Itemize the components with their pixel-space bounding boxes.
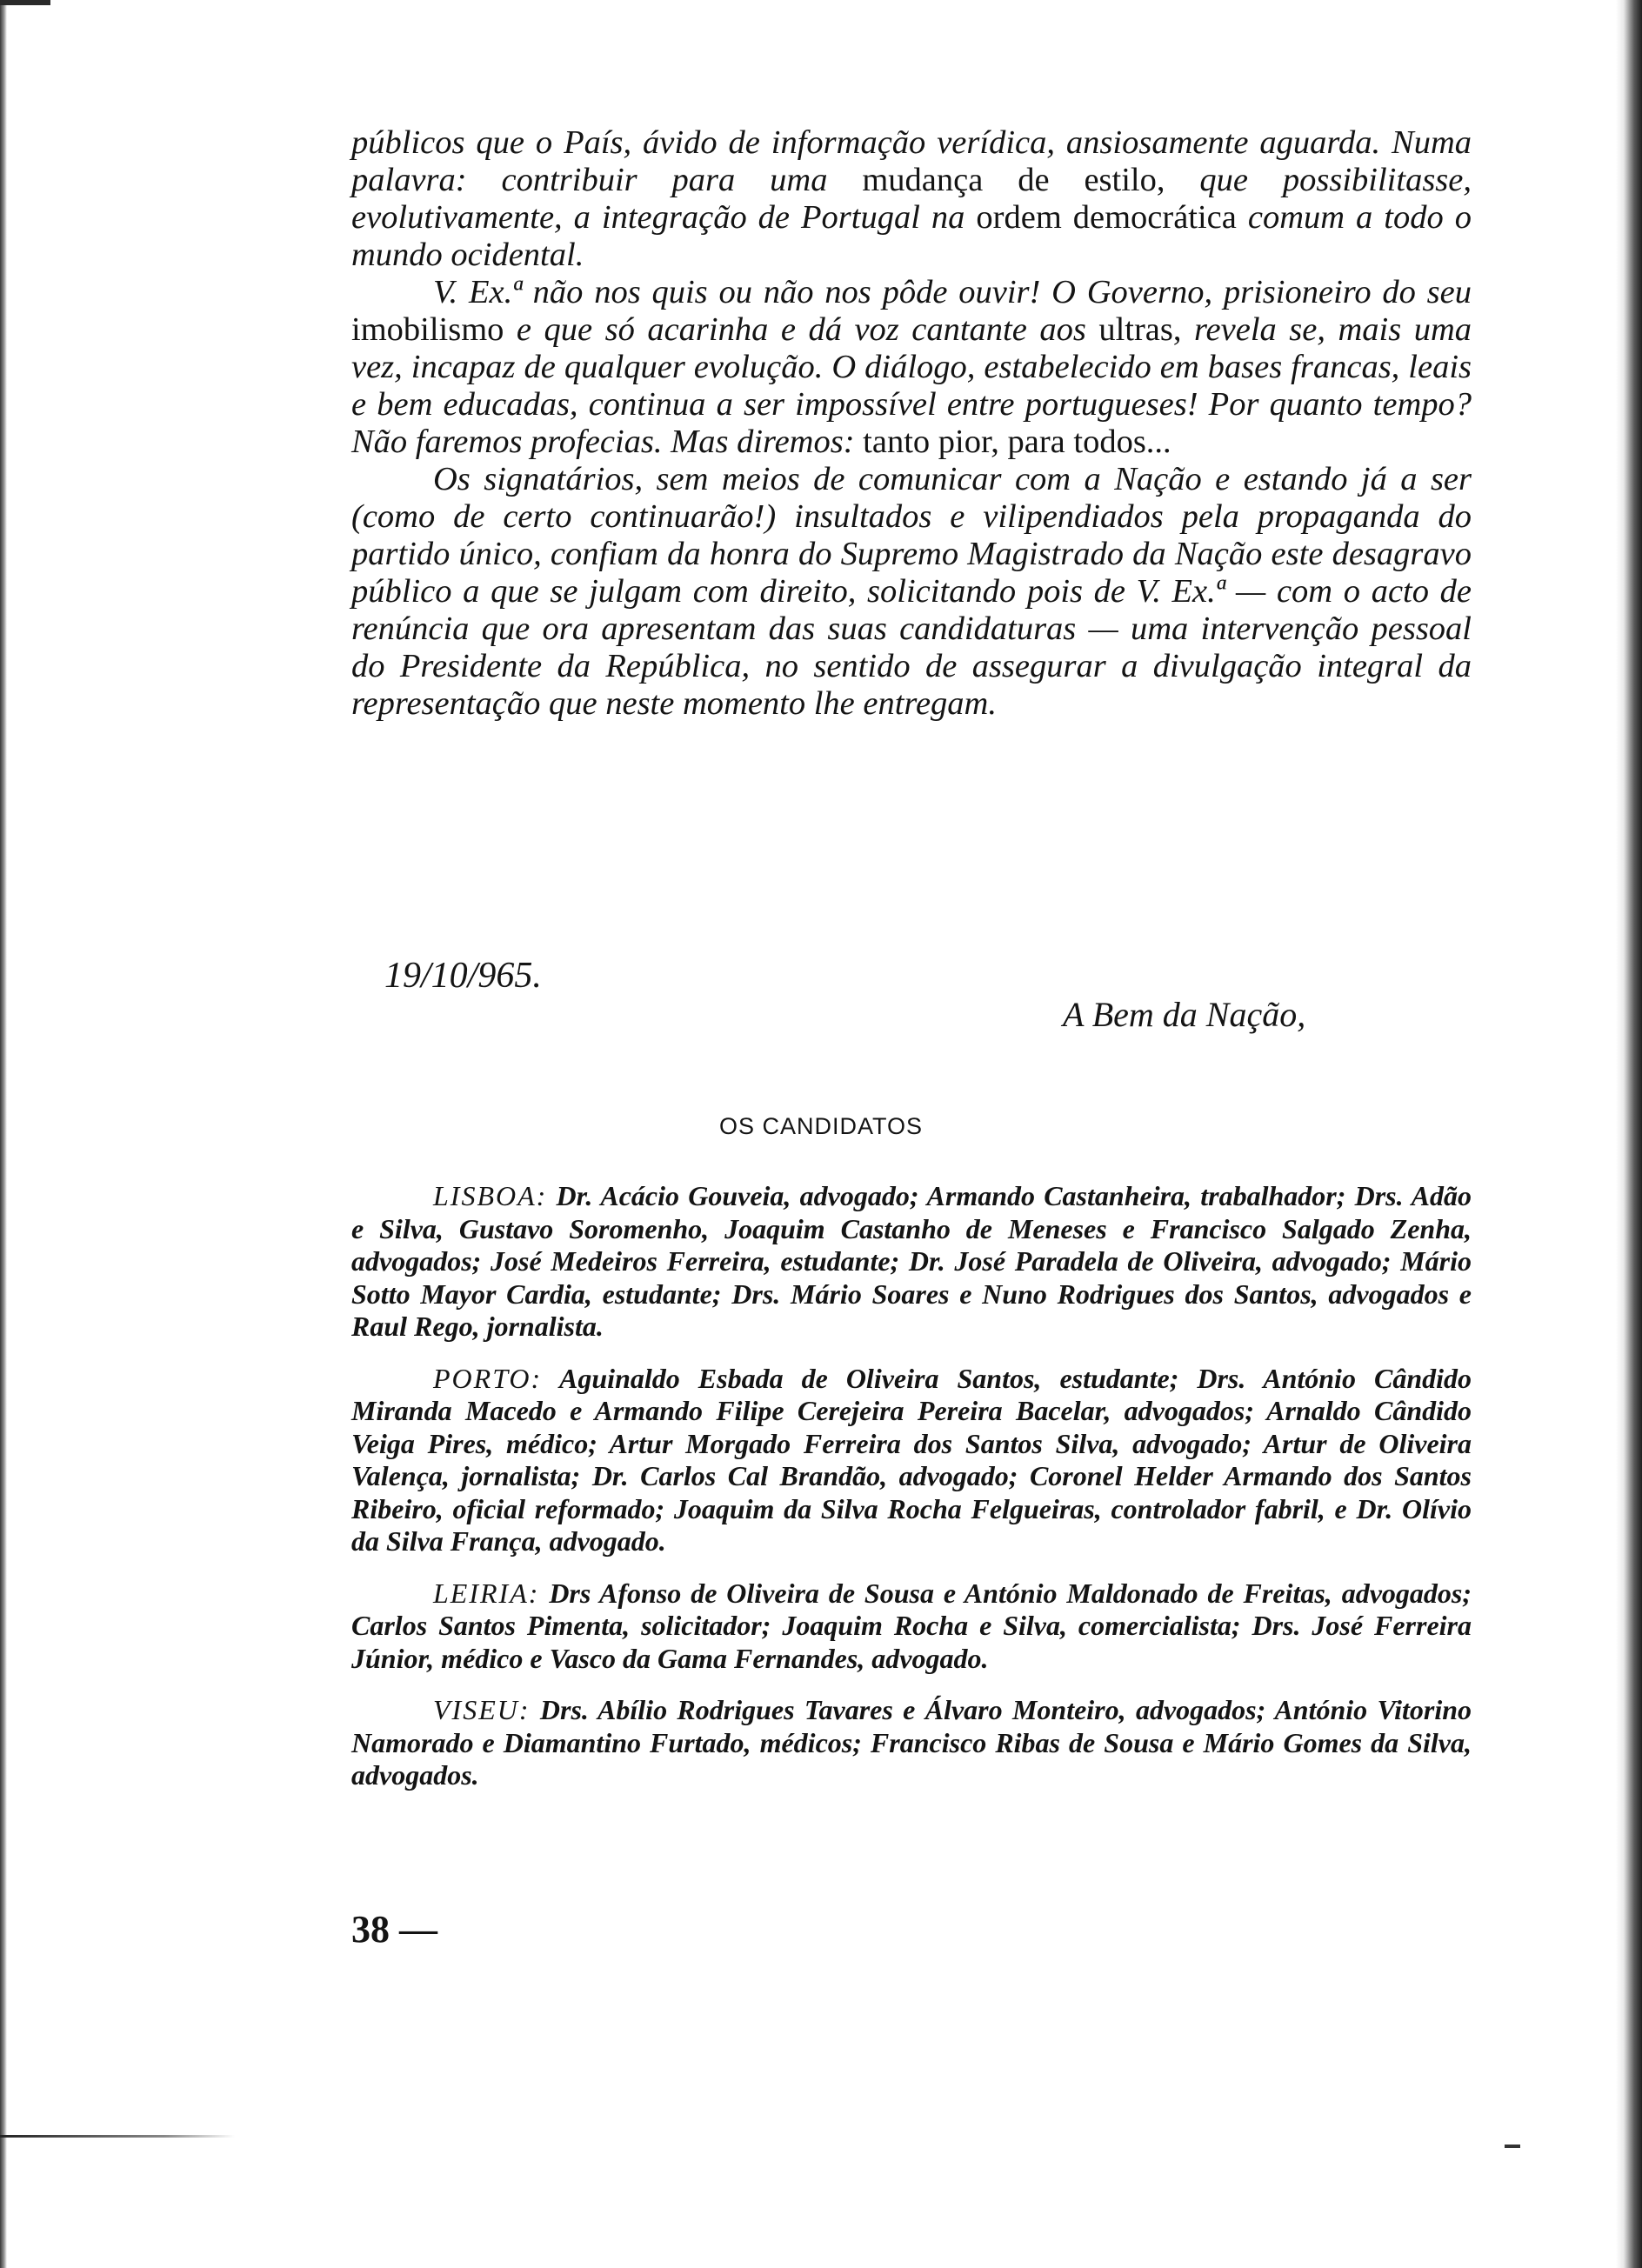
para-2-seg-2: imobilismo bbox=[351, 311, 517, 348]
para-2-seg-4: ultras, bbox=[1098, 311, 1194, 348]
scan-bottom-line bbox=[0, 2135, 235, 2138]
para-1-seg-5: comum a todo o mundo ocidental. bbox=[351, 199, 1472, 273]
candidate-names: Dr. Acácio Gouveia, advogado; Armando Castanheira, trabalhador; Drs. Adão e Silva, Gustavo Soromenho, Joaquim Castanho de Meneses e Francisco Salgado Zenha, advogados; José Medeiros Ferreira, estudante; Dr. José Paradela de Oliveira, advogado; Mário Sotto Mayor Cardia, estudante; Drs. Mário Soares e Nuno Rodrigues dos Santos, advogados e Raul Rego, jornalista. bbox=[351, 1180, 1472, 1342]
para-3-seg-1: Os signatários, sem meios de comunicar com a Nação e estando já a ser (como de certo continuarão!) insultados e vilipendiados pela propaganda do partido único, confiam da honra do Supremo Magistrado da Nação este desagravo público a que se julgam com direito, solicitando pois de V. Ex.ª — com o acto de renúncia que ora apresentam das suas candidaturas — uma intervenção pessoal do Presidente da República, no sentido de assegurar a divulgação integral da representação que neste momento lhe entregam. bbox=[351, 461, 1472, 722]
city-label: LEIRIA: bbox=[433, 1577, 540, 1609]
body-text bbox=[351, 124, 1472, 723]
scan-stray-mark bbox=[1505, 2145, 1520, 2148]
paragraph-3 bbox=[351, 461, 1472, 723]
candidate-names: Drs Afonso de Oliveira de Sousa e António Maldonado de Freitas, advogados; Carlos Santos Pimenta, solicitador; Joaquim Rocha e Silva, comercialista; Drs. José Ferreira Júnior, médico e Vasco da Gama Fernandes, advogado. bbox=[351, 1577, 1472, 1674]
para-2-seg-3: e que só acarinha e dá voz cantante aos bbox=[516, 311, 1099, 348]
candidate-group-lisboa bbox=[351, 1180, 1472, 1344]
para-2-seg-5: revela se, mais uma vez, incapaz de qualquer evolução. O diálogo, estabelecido em bases francas, leais e bem educadas, continua a ser impossível entre portugueses! Por quanto tempo? Não faremos profecias. Mas diremos: bbox=[351, 311, 1472, 460]
scan-corner-mark bbox=[0, 0, 50, 5]
para-2-seg-6: tanto pior, para todos... bbox=[863, 424, 1171, 460]
candidate-names: Aguinaldo Esbada de Oliveira Santos, estudante; Drs. António Cândido Miranda Macedo e Armando Filipe Cerejeira Pereira Bacelar, advogados; Arnaldo Cândido Veiga Pires, médico; Artur Morgado Ferreira dos Santos Silva, advogado; Artur de Oliveira Valença, jornalista; Dr. Carlos Cal Brandão, advogado; Coronel Helder Armando dos Santos Ribeiro, oficial reformado; Joaquim da Silva Rocha Felgueiras, controlador fabril, e Dr. Olívio da Silva França, advogado. bbox=[351, 1362, 1472, 1557]
para-2-seg-1: V. Ex.ª não nos quis ou não nos pôde ouvir! O Governo, prisioneiro do seu bbox=[433, 274, 1472, 310]
closing-salutation: A Bem da Nação, bbox=[1063, 995, 1306, 1034]
para-1-seg-1: públicos que o País, ávido de informação verídica, ansiosamente aguarda. Numa palavra: contribuir para uma bbox=[351, 124, 1472, 198]
city-label: LISBOA: bbox=[433, 1180, 548, 1211]
para-1-seg-3: que possibilitasse, evolutivamente, a integração de Portugal na bbox=[351, 162, 1472, 236]
city-label: PORTO: bbox=[433, 1362, 543, 1394]
candidate-group-leiria bbox=[351, 1578, 1472, 1676]
paragraph-1 bbox=[351, 124, 1472, 274]
candidates-list bbox=[351, 1180, 1472, 1811]
candidate-group-viseu bbox=[351, 1694, 1472, 1792]
candidate-names: Drs. Abílio Rodrigues Tavares e Álvaro Monteiro, advogados; António Vitorino Namorado e Diamantino Furtado, médicos; Francisco Ribas de Sousa e Mário Gomes da Silva, advogados. bbox=[351, 1694, 1472, 1791]
candidate-group-porto bbox=[351, 1363, 1472, 1558]
date: 19/10/965. bbox=[384, 956, 542, 996]
page-number: 38 — bbox=[351, 1908, 437, 1951]
para-1-seg-2: mudança de estilo, bbox=[862, 162, 1200, 198]
para-1-seg-4: ordem democrática bbox=[976, 199, 1248, 236]
city-label: VISEU: bbox=[433, 1694, 531, 1725]
candidates-heading: OS CANDIDATOS bbox=[718, 1113, 924, 1139]
paragraph-2 bbox=[351, 274, 1472, 461]
